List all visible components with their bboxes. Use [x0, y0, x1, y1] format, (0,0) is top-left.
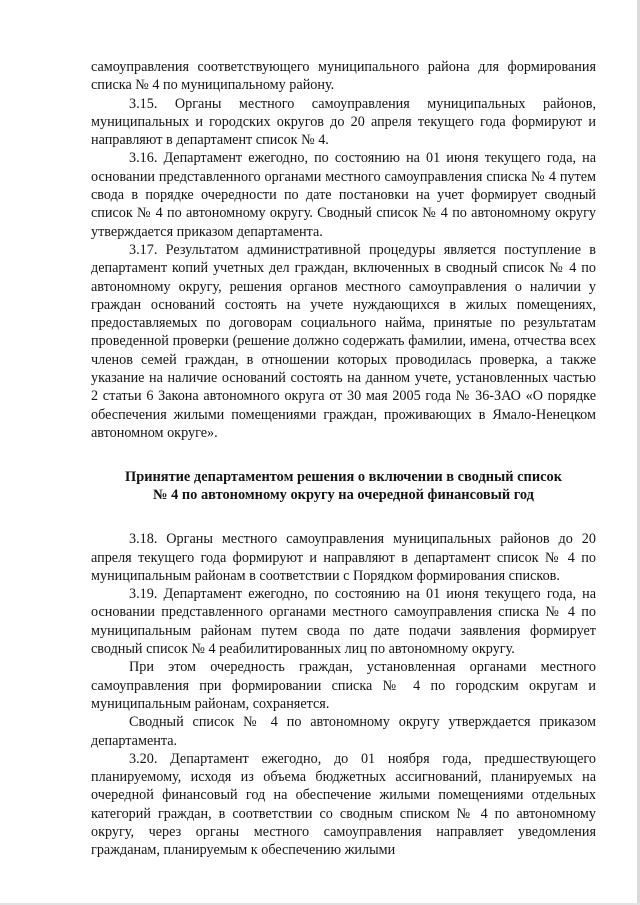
paragraph-order-preserved: При этом очередность граждан, установленная органами местного самоуправления при формировании списка № 4 по городским округам и муниципальным районам, сохраняется. — [91, 659, 596, 712]
paragraph-continuation: самоуправления соответствующего муниципального района для формирования списка № 4 по муниципальному району. — [91, 59, 596, 94]
paragraph-3-17: 3.17. Результатом административной процедуры является поступление в департамент копий учетных дел граждан, включенных в сводный список № 4 по автономному округу, решения органов местного самоуправления о наличии у граждан оснований состоять на учете нуждающихся в жилых помещениях, предоставляемых по договорам социального найма, принятые по результатам проведенной проверки (решение должно содержать фамилии, имена, отчества всех членов семей граждан, в отношении которых проводилась проверка, а также указание на наличие оснований состоять на данном учете, установленных частью 2 статьи 6 Закона автономного округа от 30 мая 2005 года № 36-ЗАО «О порядке обеспечения жилыми помещениями граждан, проживающих в Ямало-Ненецком автономном округе». — [91, 241, 596, 441]
section-heading-line-2: № 4 по автономному округу на очередной финансовый год — [153, 487, 534, 504]
paragraph-list-approved: Сводный список № 4 по автономному округу утверждается приказом департамента. — [91, 714, 596, 749]
paragraph-3-16: 3.16. Департамент ежегодно, по состоянию на 01 июня текущего года, на основании представленного органами местного самоуправления списка № 4 путем свода в порядке очередности по дате постановки на учет формирует сводный список № 4 по автономному округу. Сводный список № 4 по автономному округу утверждается приказом департамента. — [91, 150, 596, 240]
document-page — [91, 58, 596, 860]
section-heading-line-1: Принятие департаментом решения о включении в сводный список — [125, 469, 562, 486]
paragraph-3-19: 3.19. Департамент ежегодно, по состоянию на 01 июня текущего года, на основании представленного органами местного самоуправления списка № 4 по муниципальным районам путем свода по дате подачи заявления формирует сводный список № 4 реабилитированных лиц по автономному округу. — [91, 586, 596, 658]
paragraph-3-20: 3.20. Департамент ежегодно, до 01 ноября года, предшествующего планируемому, исходя из объема бюджетных ассигнований, планируемых на очередной финансовый год на обеспечение жилыми помещениями отдельных категорий граждан, в соответствии со сводным списком № 4 по автономному округу, через органы местного самоуправления направляет уведомления гражданам, планируемым к обеспечению жилыми — [91, 750, 596, 859]
paragraph-3-18: 3.18. Органы местного самоуправления муниципальных районов до 20 апреля текущего года формируют и направляют в департамент список № 4 по муниципальным районам в соответствии с Порядком формирования списков. — [91, 531, 596, 584]
paragraph-3-15: 3.15. Органы местного самоуправления муниципальных районов, муниципальных и городских округов до 20 апреля текущего года формируют и направляют в департамент список № 4. — [91, 95, 596, 149]
section-heading — [91, 468, 596, 504]
